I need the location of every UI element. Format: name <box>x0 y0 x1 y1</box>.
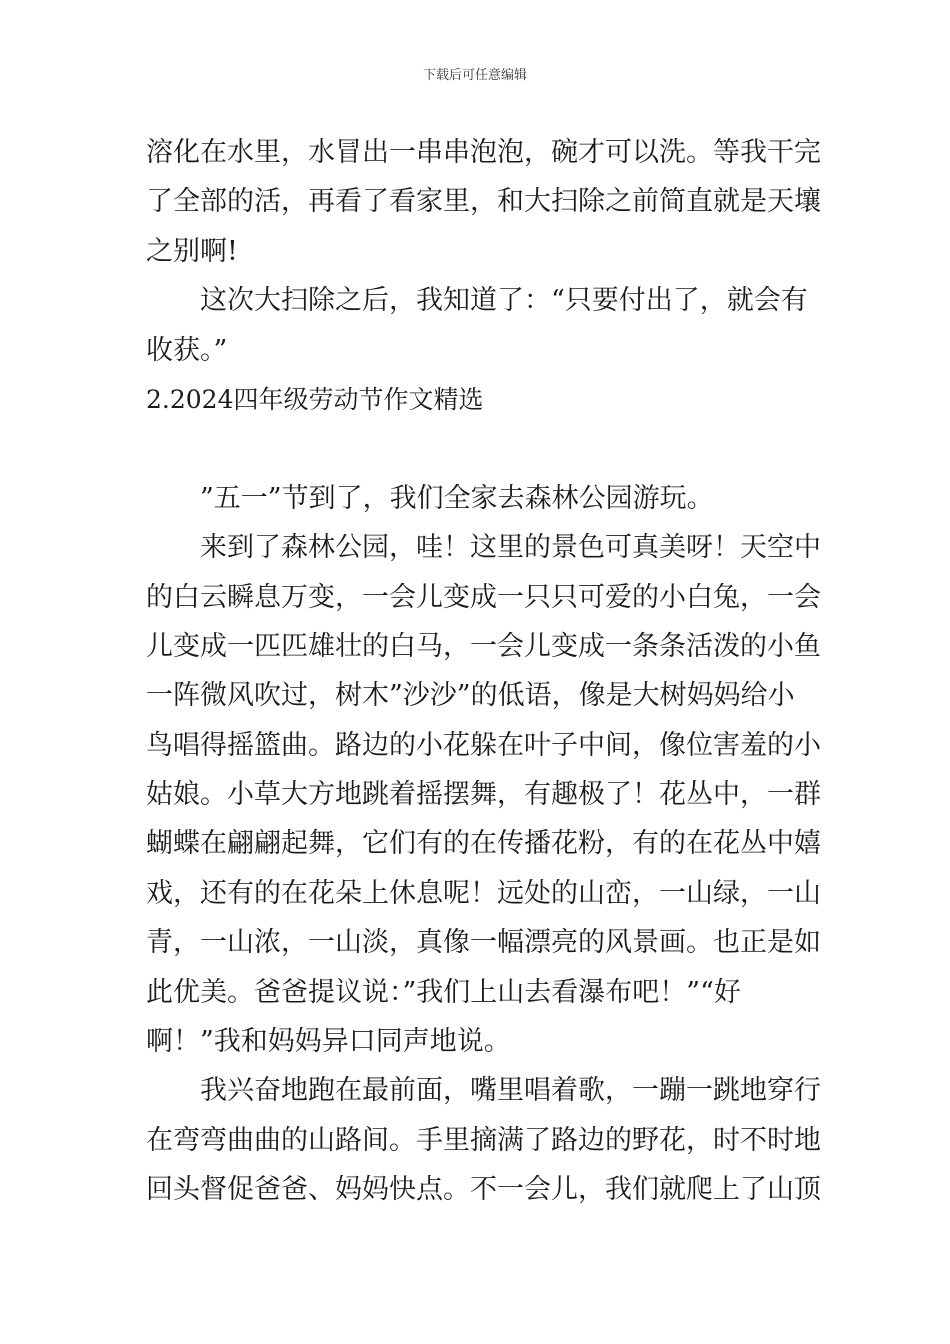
blank-line <box>146 424 814 473</box>
text-line: 儿变成一匹匹雄壮的白马，一会儿变成一条条活泼的小鱼 <box>146 630 821 662</box>
text-line: 青，一山浓，一山淡，真像一幅漂亮的风景画。也正是如 <box>146 927 821 959</box>
text-line: 啊！”我和妈妈异口同声地说。 <box>146 1026 511 1058</box>
text-line: 了全部的活，再看了看家里，和大扫除之前简直就是天壤 <box>146 186 821 218</box>
page-header: 下载后可任意编辑 <box>422 68 527 83</box>
text-line: 一阵微风吹过，树木”沙沙”的低语，像是大树妈妈给小 <box>146 680 795 712</box>
text-line: 溶化在水里，水冒出一串串泡泡，碗才可以洗。等我干完 <box>146 137 821 168</box>
paragraph-start: ”五一”节到了，我们全家去森林公园游玩。 <box>200 482 714 514</box>
text-line: 回头督促爸爸、妈妈快点。不一会儿，我们就爬上了山顶 <box>146 1174 821 1206</box>
text-line: 此优美。爸爸提议说：”我们上山去看瀑布吧！”“好 <box>146 976 741 1008</box>
text-line: 鸟唱得摇篮曲。路边的小花躲在叶子中间，像位害羞的小 <box>146 729 821 761</box>
text-line: 的白云瞬息万变，一会儿变成一只只可爱的小白兔，一会 <box>146 581 821 613</box>
text-line: 在弯弯曲曲的山路间。手里摘满了路边的野花，时不时地 <box>146 1124 821 1156</box>
section-heading: 2.2024四年级劳动节作文精选 <box>146 384 484 414</box>
text-line: 姑娘。小草大方地跳着摇摆舞，有趣极了！花丛中，一群 <box>146 779 821 811</box>
document-body <box>146 128 821 1215</box>
text-line: 之别啊! <box>146 235 238 267</box>
paragraph-start: 这次大扫除之后，我知道了：“只要付出了，就会有 <box>200 285 808 317</box>
paragraph-start: 我兴奋地跑在最前面，嘴里唱着歌，一蹦一跳地穿行 <box>200 1075 821 1107</box>
text-line: 蝴蝶在翩翩起舞，它们有的在传播花粉，有的在花丛中嬉 <box>146 828 821 860</box>
text-line: 戏，还有的在花朵上休息呢！远处的山峦，一山绿，一山 <box>146 877 821 909</box>
text-line: 收获。” <box>146 334 228 366</box>
paragraph-start: 来到了森林公园，哇！这里的景色可真美呀！天空中 <box>200 532 821 564</box>
